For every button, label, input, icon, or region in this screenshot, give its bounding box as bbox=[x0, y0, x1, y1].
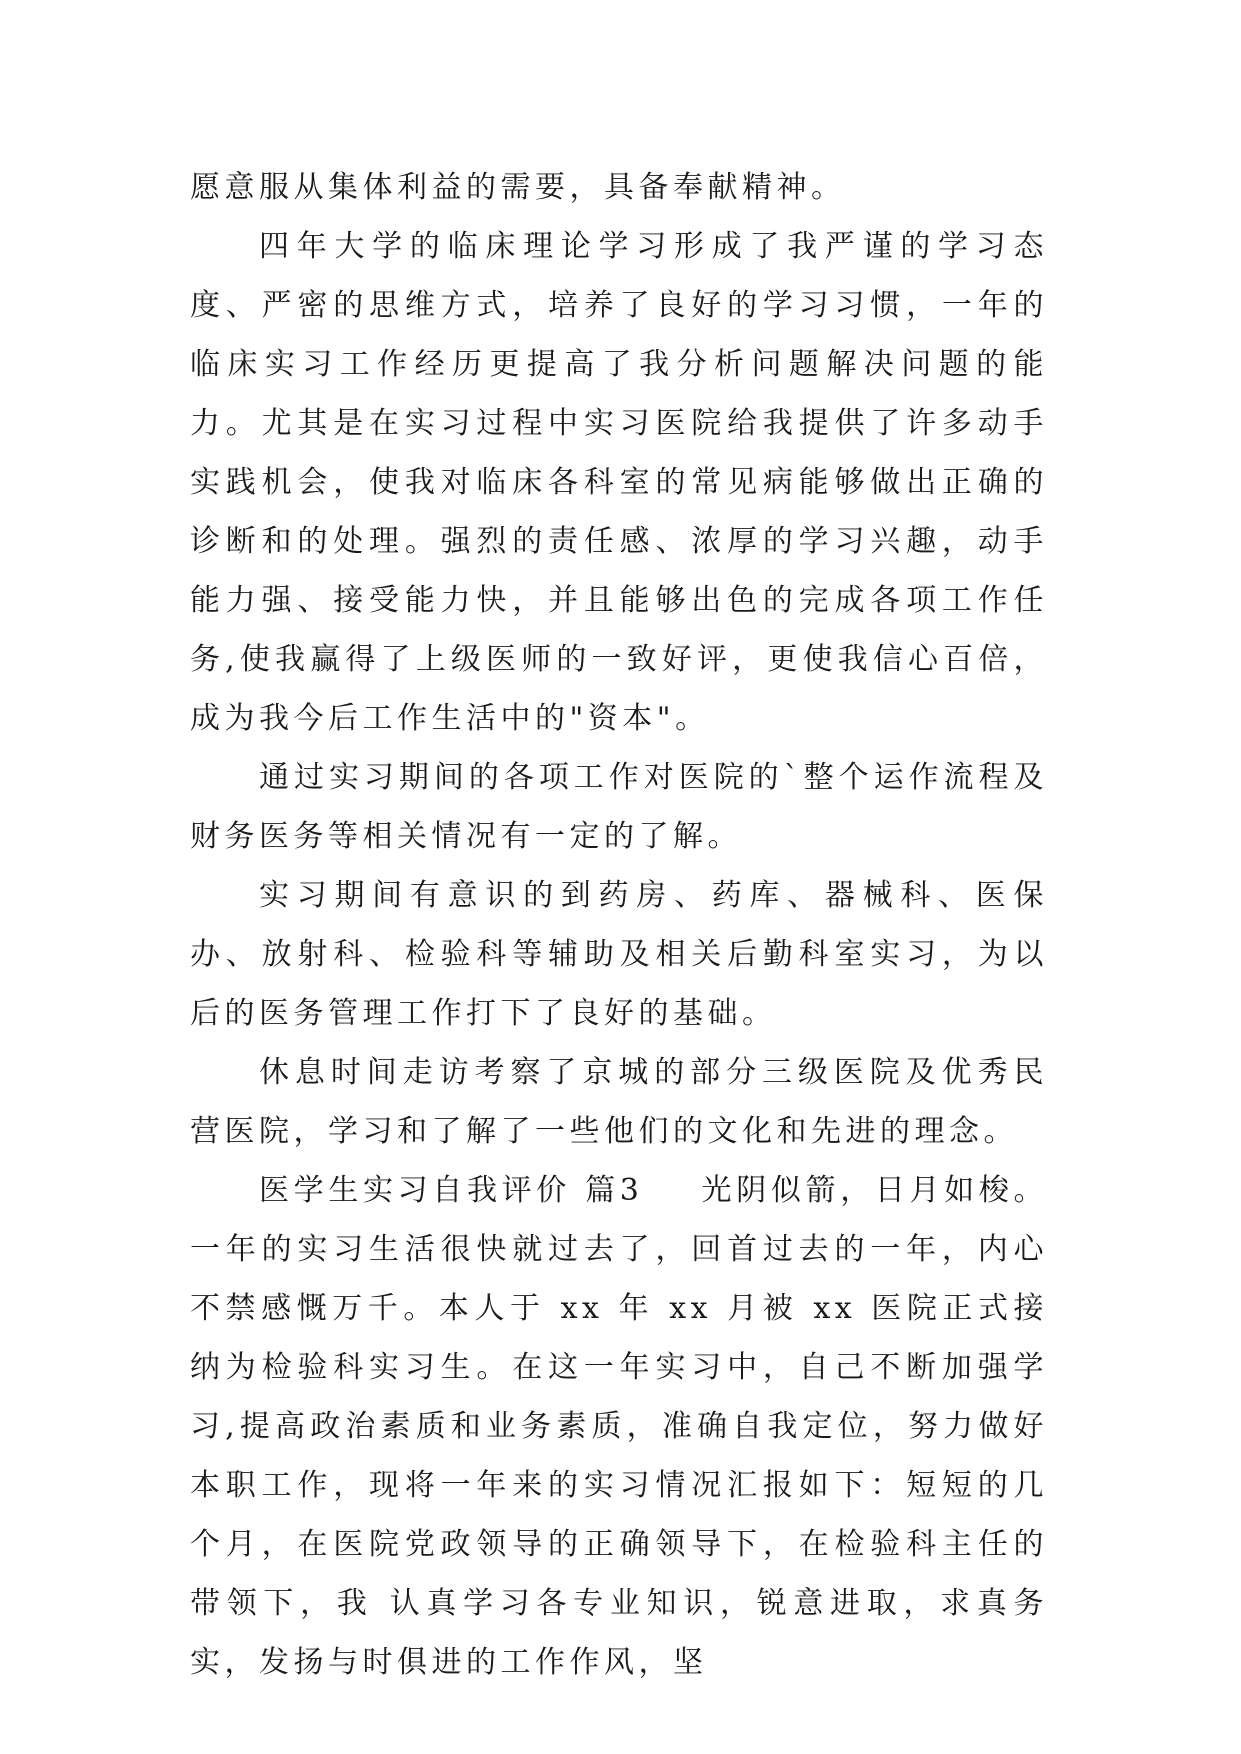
document-body bbox=[190, 158, 1048, 1692]
paragraph-5: 休息时间走访考察了京城的部分三级医院及优秀民营医院，学习和了解了一些他们的文化和先进的理念。 bbox=[190, 1055, 1048, 1149]
paragraph-4: 实习期间有意识的到药房、药库、器械科、医保办、放射科、检验科等辅助及相关后勤科室实习，为以后的医务管理工作打下了良好的基础。 bbox=[190, 878, 1048, 1031]
section-body: 光阴似箭，日月如梭。一年的实习生活很快就过去了，回首过去的一年，内心不禁感慨万千。本人于 xx 年 xx 月被 xx 医院正式接纳为检验科实习生。在这一年实习中，自己不断加强学习,提高政治素质和业务素质，准确自我定位，努力做好本职工作，现将一年来的实习情况汇报如下：短短的几个月，在医院党政领导的正确领导下，在检验科主任的带领下，我 认真学习各专业知识，锐意进取，求真务实，发扬与时俱进的工作作风，坚 bbox=[190, 1173, 1048, 1680]
section-heading: 医学生实习自我评价 篇3 bbox=[259, 1173, 644, 1208]
paragraph-3: 通过实习期间的各项工作对医院的`整个运作流程及财务医务等相关情况有一定的了解。 bbox=[190, 760, 1048, 854]
section-paragraph bbox=[190, 1161, 1048, 1692]
paragraph-2: 四年大学的临床理论学习形成了我严谨的学习态度、严密的思维方式，培养了良好的学习习惯，一年的临床实习工作经历更提高了我分析问题解决问题的能力。尤其是在实习过程中实习医院给我提供了许多动手实践机会，使我对临床各科室的常见病能够做出正确的诊断和的处理。强烈的责任感、浓厚的学习兴趣，动手能力强、接受能力快，并且能够出色的完成各项工作任务,使我赢得了上级医师的一致好评，更使我信心百倍，成为我今后工作生活中的"资本"。 bbox=[190, 229, 1048, 736]
paragraph-1: 愿意服从集体利益的需要，具备奉献精神。 bbox=[190, 170, 846, 205]
